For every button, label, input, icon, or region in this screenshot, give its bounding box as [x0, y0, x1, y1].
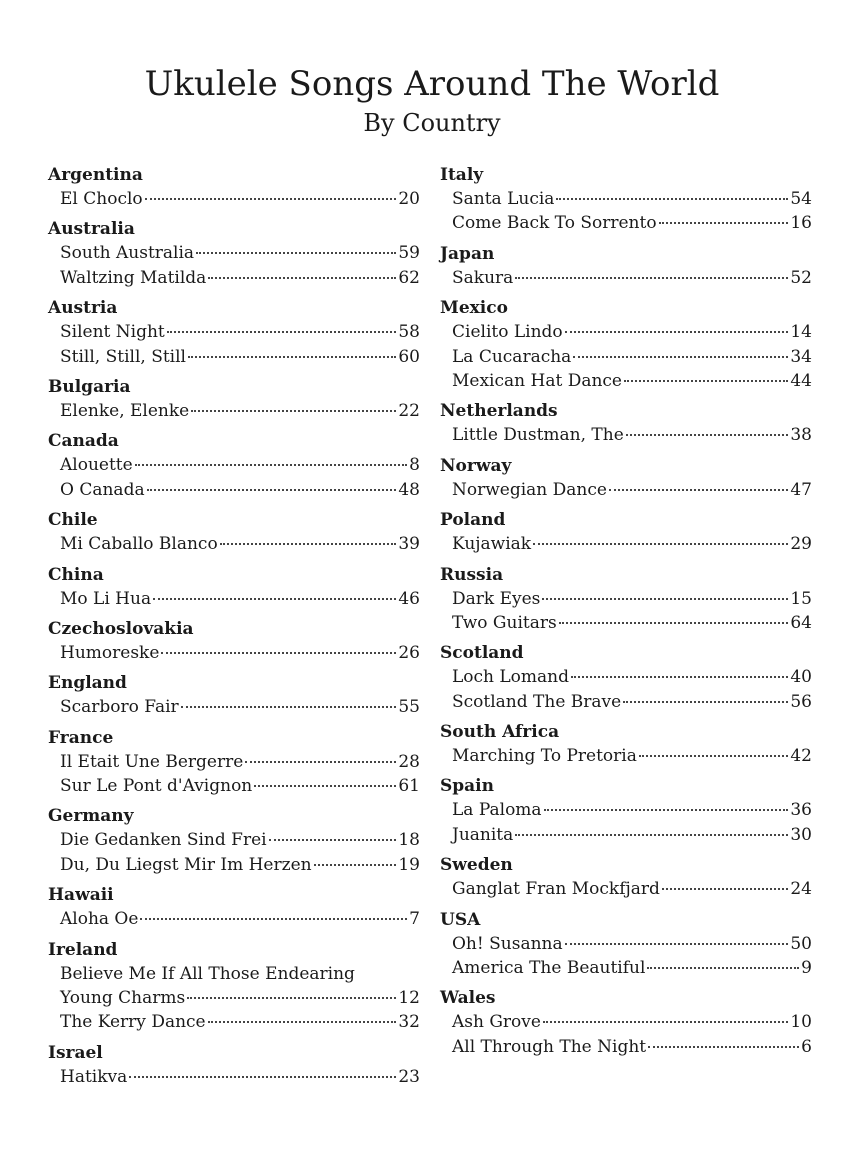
country-section: [48, 429, 420, 502]
song-entry[interactable]: [440, 798, 812, 822]
dot-leader: [147, 489, 397, 491]
dot-leader: [181, 706, 397, 708]
song-title: All Through The Night: [452, 1036, 647, 1057]
dot-leader: [167, 331, 397, 333]
page-number: 29: [790, 534, 812, 555]
dot-leader: [161, 652, 396, 654]
song-entry[interactable]: [440, 1010, 812, 1034]
page-number: 32: [398, 1012, 420, 1033]
page-number: 62: [398, 267, 420, 288]
page-number: 44: [790, 370, 812, 391]
page-number: 54: [790, 189, 812, 209]
country-heading: Russia: [440, 564, 504, 585]
dot-leader: [191, 410, 396, 412]
song-entry[interactable]: [48, 587, 420, 611]
page-number: 19: [398, 854, 420, 875]
country-section: [440, 454, 812, 502]
page-number: 50: [790, 933, 812, 954]
dot-leader: [153, 598, 396, 600]
page-number: 18: [398, 830, 420, 851]
song-title: Sakura: [452, 267, 514, 288]
song-title: Waltzing Matilda: [60, 267, 207, 288]
country-section: [48, 726, 420, 799]
song-title: Marching To Pretoria: [452, 746, 637, 767]
country-heading: Poland: [440, 510, 506, 531]
song-entry[interactable]: [48, 1065, 420, 1089]
song-entry[interactable]: [48, 478, 420, 502]
song-title: Still, Still, Still: [60, 346, 186, 367]
page-number: 34: [790, 346, 812, 367]
page-subtitle: By Country: [363, 109, 501, 137]
country-heading: Mexico: [440, 298, 508, 319]
song-entry[interactable]: [48, 907, 420, 931]
song-title: Kujawiak: [452, 534, 532, 555]
song-entry[interactable]: [440, 423, 812, 447]
dot-leader: [515, 277, 788, 279]
song-title: Mo Li Hua: [60, 588, 152, 609]
country-section: [48, 508, 420, 556]
dot-leader: [542, 598, 788, 600]
dot-leader: [565, 943, 789, 945]
country-heading: Argentina: [48, 165, 143, 185]
song-entry[interactable]: [440, 532, 812, 556]
song-entry[interactable]: [440, 823, 812, 847]
dot-leader: [220, 543, 397, 545]
dot-leader: [145, 198, 397, 200]
song-entry[interactable]: [440, 345, 812, 369]
left-column: [48, 163, 420, 1095]
country-heading: Ireland: [48, 939, 118, 960]
page-number: 22: [398, 400, 420, 421]
country-section: [440, 641, 812, 714]
country-section: [440, 908, 812, 981]
song-title: Alouette: [60, 455, 133, 476]
song-title: The Kerry Dance: [60, 1012, 206, 1033]
page-number: 59: [398, 243, 420, 264]
song-entry[interactable]: [440, 611, 812, 635]
dot-leader: [565, 331, 789, 333]
song-entry[interactable]: [48, 986, 420, 1010]
page-number: 28: [398, 751, 420, 772]
song-title: Loch Lomand: [452, 667, 570, 688]
dot-leader: [187, 997, 396, 999]
country-section: [48, 375, 420, 423]
song-entry[interactable]: [440, 369, 812, 393]
country-heading: England: [48, 673, 127, 694]
page-number: 26: [398, 642, 420, 663]
dot-leader: [544, 809, 789, 811]
dot-leader: [314, 864, 397, 866]
song-title: Du, Du Liegst Mir Im Herzen: [60, 854, 312, 875]
song-title: Ganglat Fran Mockfjard: [452, 879, 660, 900]
dot-leader: [196, 252, 396, 254]
country-heading: France: [48, 727, 114, 748]
page-number: 64: [790, 612, 812, 633]
song-title: Little Dustman, The: [452, 425, 624, 446]
song-title: Silent Night: [60, 322, 165, 343]
country-heading: Germany: [48, 806, 134, 827]
country-section: [48, 563, 420, 611]
country-section: [440, 853, 812, 901]
song-title: Ash Grove: [452, 1012, 541, 1033]
page-number: 47: [790, 479, 812, 500]
song-entry[interactable]: [440, 587, 812, 611]
country-heading: Japan: [440, 243, 495, 264]
country-section: [440, 563, 812, 636]
song-title: Aloha Oe: [60, 909, 139, 930]
country-heading: Spain: [440, 776, 494, 797]
song-entry[interactable]: [48, 641, 420, 665]
song-entry[interactable]: [440, 187, 812, 211]
song-title: O Canada: [60, 479, 145, 500]
page-number: 7: [409, 909, 420, 930]
country-heading: Australia: [48, 219, 135, 240]
page-number: 61: [398, 776, 420, 797]
dot-leader: [269, 839, 397, 841]
country-section: [440, 296, 812, 393]
dot-leader: [626, 434, 789, 436]
dot-leader: [135, 464, 407, 466]
page-number: 52: [790, 267, 812, 288]
song-entry[interactable]: [48, 695, 420, 719]
song-entry[interactable]: [440, 1035, 812, 1059]
dot-leader: [556, 198, 788, 200]
song-title: La Cucaracha: [452, 346, 572, 367]
song-entry[interactable]: [440, 211, 812, 235]
country-heading: China: [48, 564, 104, 585]
country-heading: Scotland: [440, 643, 524, 664]
song-entry[interactable]: [440, 956, 812, 980]
dot-leader: [573, 356, 788, 358]
right-column: [440, 163, 812, 1065]
dot-leader: [559, 622, 789, 624]
song-entry[interactable]: [48, 320, 420, 344]
country-section: [440, 163, 812, 236]
song-title: Scotland The Brave: [452, 691, 622, 712]
country-section: [440, 986, 812, 1059]
page-number: 30: [790, 824, 812, 845]
song-entry[interactable]: [48, 828, 420, 852]
song-title: La Paloma: [452, 800, 542, 821]
song-entry[interactable]: [440, 744, 812, 768]
song-entry[interactable]: [48, 453, 420, 477]
country-section: [48, 938, 420, 1035]
song-title: Two Guitars: [452, 612, 557, 633]
song-title: Mi Caballo Blanco: [60, 534, 218, 555]
dot-leader: [648, 1046, 799, 1048]
country-section: [440, 242, 812, 290]
dot-leader: [571, 676, 788, 678]
dot-leader: [208, 277, 396, 279]
country-heading: Israel: [48, 1042, 103, 1063]
page-number: 9: [801, 958, 812, 979]
country-section: [48, 163, 420, 211]
song-entry[interactable]: [440, 320, 812, 344]
country-section: [48, 217, 420, 290]
country-heading: Czechoslovakia: [48, 618, 194, 639]
dot-leader: [543, 1021, 788, 1023]
dot-leader: [245, 761, 396, 763]
page-number: 23: [398, 1066, 420, 1087]
song-title: Mexican Hat Dance: [452, 370, 622, 391]
page-number: 16: [790, 213, 812, 234]
song-entry[interactable]: [440, 266, 812, 290]
country-heading: Hawaii: [48, 885, 114, 906]
dot-leader: [140, 918, 407, 920]
song-title: Norwegian Dance: [452, 479, 607, 500]
song-title: Humoreske: [60, 642, 160, 663]
song-title: Elenke, Elenke: [60, 400, 190, 421]
page-number: 42: [790, 746, 812, 767]
country-heading: Bulgaria: [48, 376, 131, 397]
country-heading: USA: [440, 909, 481, 930]
page-number: 14: [790, 322, 812, 343]
country-heading: Wales: [440, 988, 496, 1009]
page-number: 46: [398, 588, 420, 609]
song-entry[interactable]: [440, 932, 812, 956]
page-number: 24: [790, 879, 812, 900]
song-title: Come Back To Sorrento: [452, 213, 657, 234]
dot-leader: [624, 380, 788, 382]
song-entry[interactable]: [440, 665, 812, 689]
country-heading: Netherlands: [440, 401, 558, 422]
song-title: Believe Me If All Those Endearing: [60, 963, 355, 984]
country-section: [48, 617, 420, 665]
country-section: [48, 671, 420, 719]
song-title: Sur Le Pont d'Avignon: [60, 776, 253, 797]
country-heading: Norway: [440, 455, 512, 476]
song-entry[interactable]: [48, 399, 420, 423]
dot-leader: [659, 222, 789, 224]
page-number: 12: [398, 988, 420, 1009]
song-entry[interactable]: [440, 690, 812, 714]
page-number: 60: [398, 346, 420, 367]
page-number: 8: [409, 455, 420, 476]
song-entry[interactable]: [48, 345, 420, 369]
song-title: Oh! Susanna: [452, 933, 563, 954]
song-entry[interactable]: [440, 478, 812, 502]
song-entry[interactable]: [48, 853, 420, 877]
page-number: 20: [398, 189, 420, 209]
song-title: El Choclo: [60, 189, 143, 209]
dot-leader: [129, 1076, 396, 1078]
song-entry[interactable]: [48, 241, 420, 265]
song-title: Il Etait Une Bergerre: [60, 751, 244, 772]
song-title: Young Charms: [60, 988, 186, 1009]
country-section: [48, 296, 420, 369]
song-title: Santa Lucia: [452, 189, 555, 209]
dot-leader: [208, 1021, 397, 1023]
song-title: Juanita: [452, 824, 514, 845]
page-number: 38: [790, 425, 812, 446]
country-heading: Canada: [48, 431, 119, 452]
dot-leader: [515, 834, 788, 836]
country-section: [48, 1041, 420, 1089]
page-number: 10: [790, 1012, 812, 1033]
song-title: Dark Eyes: [452, 588, 541, 609]
page-number: 48: [398, 479, 420, 500]
country-heading: Chile: [48, 510, 98, 531]
page-number: 40: [790, 667, 812, 688]
page-title: Ukulele Songs Around The World: [144, 64, 720, 104]
song-title: South Australia: [60, 243, 195, 264]
country-section: [440, 399, 812, 447]
page-number: 56: [790, 691, 812, 712]
country-heading: Italy: [440, 165, 484, 185]
page-number: 36: [790, 800, 812, 821]
country-section: [440, 720, 812, 768]
country-section: [440, 508, 812, 556]
song-entry[interactable]: [48, 266, 420, 290]
page-number: 39: [398, 534, 420, 555]
dot-leader: [609, 489, 788, 491]
country-section: [440, 774, 812, 847]
song-entry[interactable]: [48, 962, 420, 986]
dot-leader: [533, 543, 788, 545]
page-number: 6: [801, 1036, 812, 1057]
song-entry[interactable]: [48, 774, 420, 798]
country-section: [48, 804, 420, 877]
dot-leader: [188, 356, 396, 358]
country-heading: Austria: [48, 298, 118, 319]
dot-leader: [647, 967, 799, 969]
page-number: 55: [398, 697, 420, 718]
page-number: 15: [790, 588, 812, 609]
song-title: Die Gedanken Sind Frei: [60, 830, 267, 851]
country-heading: South Africa: [440, 722, 560, 743]
dot-leader: [623, 701, 788, 703]
song-title: Scarboro Fair: [60, 697, 179, 718]
song-title: America The Beautiful: [452, 958, 646, 979]
country-section: [48, 883, 420, 931]
song-entry[interactable]: [48, 532, 420, 556]
song-entry[interactable]: [440, 877, 812, 901]
dot-leader: [662, 888, 788, 890]
page-number: 58: [398, 322, 420, 343]
song-title: Cielito Lindo: [452, 322, 563, 343]
dot-leader: [254, 785, 396, 787]
song-title: Hatikva: [60, 1066, 128, 1087]
song-entry[interactable]: [48, 1010, 420, 1034]
dot-leader: [639, 755, 789, 757]
song-entry[interactable]: [48, 750, 420, 774]
song-entry[interactable]: [48, 187, 420, 211]
country-heading: Sweden: [440, 855, 513, 876]
